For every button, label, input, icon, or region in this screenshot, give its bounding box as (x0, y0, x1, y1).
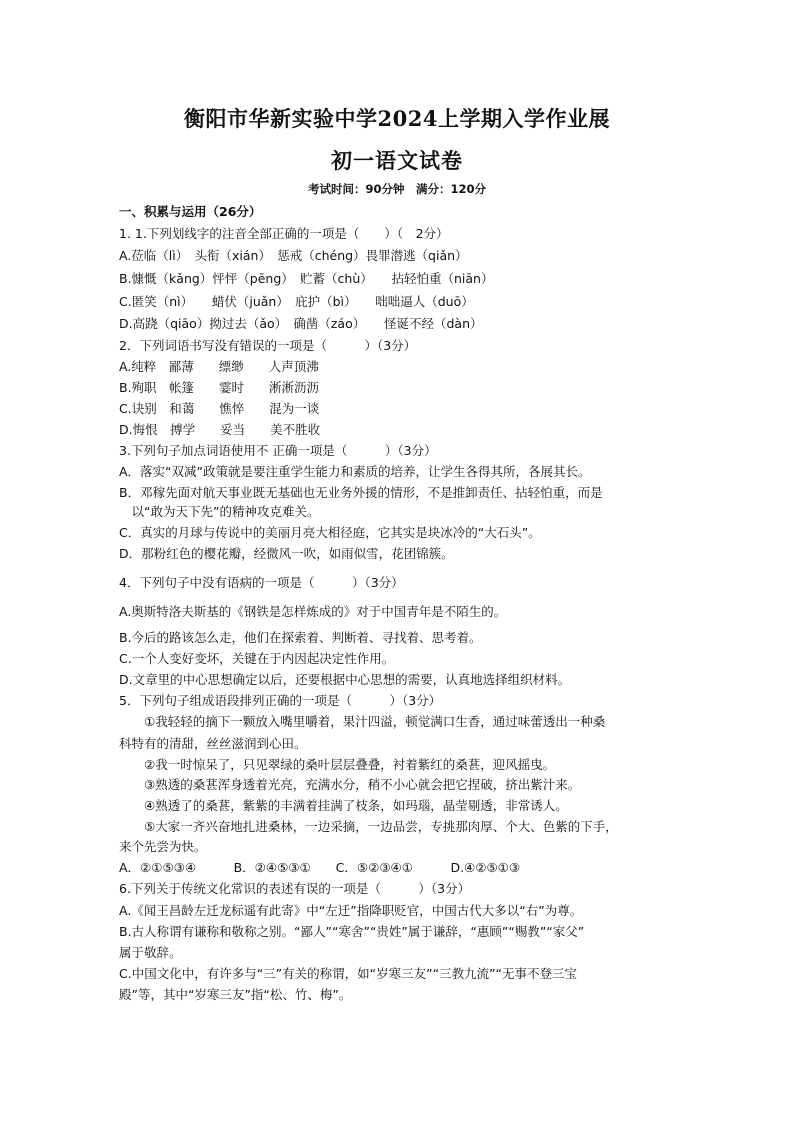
section-heading: 一、积累与运用（26分） (119, 204, 262, 219)
q5-sentence-5: ⑤大家一齐兴奋地扎进桑林，一边采摘，一边品尝，专挑那肉厚、个大、色紫的下手， (119, 819, 618, 834)
q3-option-b-cont: 以“敢为天下先”的精神攻克难关。 (119, 504, 320, 519)
q5-sentence-2: ②我一时惊呆了，只见翠绿的桑叶层层叠叠，衬着紫红的桑葚，迎风摇曳。 (119, 757, 556, 772)
q6-option-b-cont: 属于敬辞。 (119, 945, 182, 960)
q1-option-a: A.莅临（lì） 头衔（xián） 惩戒（chéng）畏罪潜逃（qiǎn） (119, 248, 468, 263)
q3-option-a: A．落实“双减”政策就是要注重学生能力和素质的培养，让学生各得其所，各展其长。 (119, 464, 591, 479)
q4-option-a: A.奥斯特洛夫斯基的《钢铁是怎样炼成的》对于中国青年是不陌生的。 (119, 604, 507, 619)
q2-option-a: A.纯粹 鄙薄 缥缈 人声顶沸 (119, 359, 319, 374)
exam-subtitle: 初一语文试卷 (331, 148, 463, 173)
q4-option-d: D.文章里的中心思想确定以后，还要根据中心思想的需要，认真地选择组织材料。 (119, 672, 571, 687)
q6-option-b: B.古人称谓有谦称和敬称之别。“鄙人”“寒舍”“贵姓”属于谦辞，“惠顾”“赐教”“家父” (119, 924, 585, 939)
exam-info: 考试时间：90分钟 满分：120分 (307, 182, 486, 196)
q5-sentence-1-cont: 科特有的清甜，丝丝滋润到心田。 (119, 736, 307, 751)
q6-option-c-cont: 殿”等，其中“岁寒三友”指“松、竹、梅”。 (119, 987, 352, 1002)
q2-stem: 2．下列词语书写没有错误的一项是（ ）（3分） (119, 338, 417, 353)
q1-stem: 1. 1.下列划线字的注音全部正确的一项是（ ）（ 2分） (119, 226, 449, 241)
q4-option-b: B.今后的路该怎么走，他们在探索着、判断着、寻找着、思考着。 (119, 630, 482, 645)
q5-sentence-4: ④熟透了的桑葚，紫紫的丰满着挂满了枝条，如玛瑙，晶莹剔透，非常诱人。 (119, 798, 568, 813)
q5-sentence-1: ①我轻轻的摘下一颗放入嘴里嚼着，果汁四溢，顿觉满口生香，通过味蕾透出一种桑 (119, 714, 606, 729)
q4-option-c: C.一个人变好变坏，关键在于内因起决定性作用。 (119, 651, 395, 666)
q2-option-c: C.诀别 和蔼 憔悴 混为一谈 (119, 401, 320, 416)
q5-choices: A．②①⑤③④ B．②④⑤③① C．⑤②③④① D.④②⑤①③ (119, 860, 521, 875)
q1-option-d: D.高跷（qiāo）拗过去（ǎo） 确凿（záo） 怪诞不经（dàn） (119, 316, 483, 331)
exam-title: 衡阳市华新实验中学2024上学期入学作业展 (184, 106, 610, 131)
q4-stem: 4．下列句子中没有语病的一项是（ ）（3分） (119, 575, 404, 590)
q1-option-c: C.匿笑（nì） 蜡伏（juǎn） 庇护（bì） 咄咄逼人（duō） (119, 294, 474, 309)
q1-option-b: B.慷慨（kǎng）怦怦（pēng） 贮蓄（chù） 拈轻怕重（niān） (119, 271, 494, 286)
q6-option-a: A.《闻王昌龄左迁龙标遥有此寄》中“左迁”指降职贬官，中国古代大多以“右”为尊。 (119, 903, 583, 918)
q2-option-d: D.悔恨 搏学 妥当 美不胜收 (119, 422, 321, 437)
q5-sentence-5-cont: 来个先尝为快。 (119, 839, 207, 854)
q3-stem: 3.下列句子加点词语使用不 正确一项是（ ）（3分） (119, 443, 437, 458)
q5-sentence-3: ③熟透的桑葚浑身透着光亮，充满水分，稍不小心就会把它捏破，挤出紫汁来。 (119, 777, 581, 792)
q5-stem: 5．下列句子组成语段排列正确的一项是（ ）（3分） (119, 693, 442, 708)
q6-option-c: C.中国文化中，有许多与“三”有关的称谓，如“岁寒三友”“三教九流”“无事不登三宝 (119, 966, 578, 981)
q2-option-b: B.殉职 帐篷 霎时 淅淅沥沥 (119, 380, 320, 395)
q3-option-d: D．那粉红色的樱花瓣，经微风一吹，如雨似雪，花团锦簇。 (119, 546, 454, 561)
q3-option-c: C．真实的月球与传说中的美丽月亮大相径庭，它其实是块冰冷的“大石头”。 (119, 525, 541, 540)
q6-stem: 6.下列关于传统文化常识的表述有误的一项是（ ）（3分） (119, 881, 471, 896)
q3-option-b: B．邓稼先面对航天事业既无基础也无业务外援的情形，不是推卸责任、拈轻怕重，而是 (119, 485, 603, 500)
